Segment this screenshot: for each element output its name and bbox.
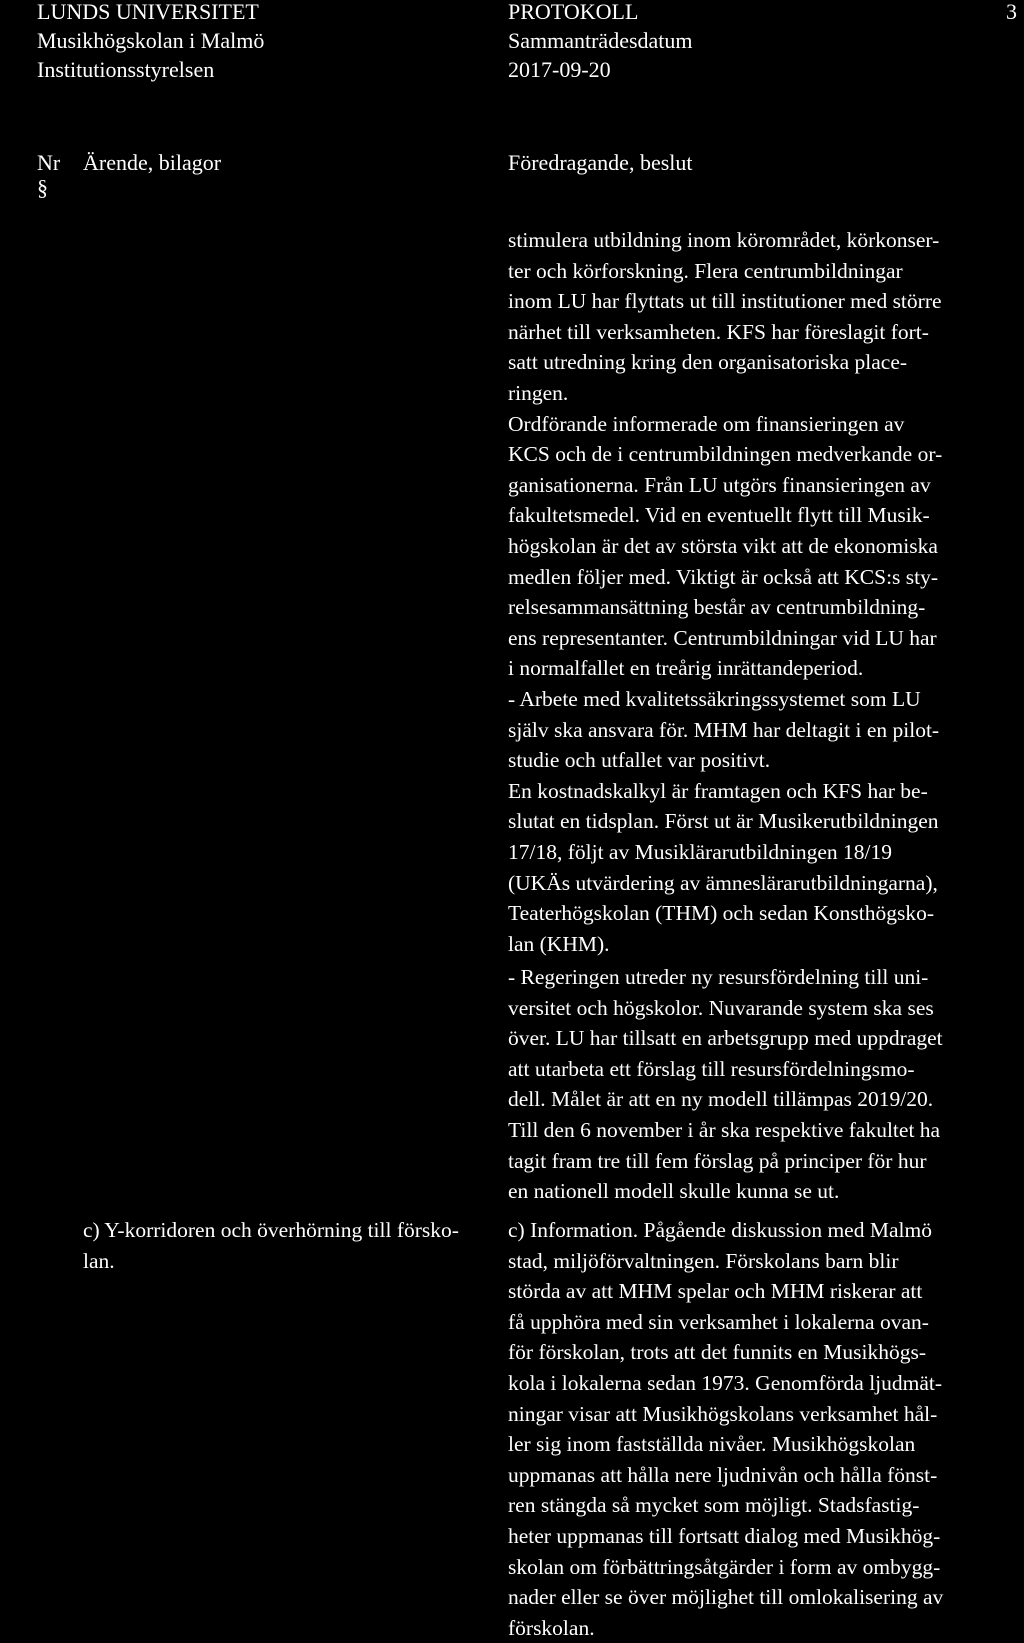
text-line: ren stängda så mycket som möjligt. Stadsfastig- <box>508 1493 920 1518</box>
text-line: medlen följer med. Viktigt är också att KCS:s sty- <box>508 564 939 589</box>
text-line: ler sig inom fastställda nivåer. Musikhögskolan <box>508 1432 916 1457</box>
column-nr-heading: Nr <box>37 150 61 175</box>
text-line: få upphöra med sin verksamhet i lokalerna ovan- <box>508 1309 929 1334</box>
text-line: ter och körforskning. Flera centrumbildningar <box>508 258 903 283</box>
text-line: ringen. <box>508 380 569 405</box>
text-line: tagit fram tre till fem förslag på principer för hur <box>508 1148 927 1173</box>
text-line: en nationell modell skulle kunna se ut. <box>508 1179 840 1204</box>
decision-paragraph <box>508 684 939 959</box>
text-line: för förskolan, trots att det funnits en Musikhögs- <box>508 1340 927 1365</box>
meeting-date-label: Sammanträdesdatum <box>508 28 693 53</box>
text-line: stimulera utbildning inom körområdet, körkonser- <box>508 228 940 252</box>
text-line: inom LU har flyttats ut till institutioner med större <box>508 289 942 314</box>
text-line: lan (KHM). <box>508 931 610 956</box>
text-line: relsesammansättning består av centrumbildning- <box>508 595 926 620</box>
text-line: lan. <box>83 1248 115 1273</box>
text-line: dell. Målet är att en ny modell tillämpas 2019/20. <box>508 1087 934 1112</box>
text-line: slutat en tidsplan. Först ut är Musikerutbildningen <box>508 809 939 834</box>
matter-item-c <box>83 1215 459 1276</box>
text-line: uppmanas att hålla nere ljudnivån och hålla fönst- <box>508 1462 938 1487</box>
document-header <box>508 0 693 84</box>
document-type: PROTOKOLL <box>508 0 639 24</box>
text-line: versitet och högskolor. Nuvarande system ska ses <box>508 995 934 1020</box>
text-line: själv ska ansvara för. MHM har deltagit i en pilot- <box>508 717 940 742</box>
text-line: - Regeringen utreder ny resursfördelning till uni- <box>508 965 929 989</box>
text-line: störda av att MHM spelar och MHM riskerar att <box>508 1279 923 1304</box>
text-line: ganisationerna. Från LU utgörs finansieringen av <box>508 472 931 497</box>
text-line: Till den 6 november i år ska respektive fakultet ha <box>508 1117 941 1142</box>
text-line: En kostnadskalkyl är framtagen och KFS har be- <box>508 778 928 803</box>
text-line: att utarbeta ett förslag till resursfördelningsmo- <box>508 1056 915 1081</box>
text-line: nader eller se över möjlighet till omlokalisering av <box>508 1585 944 1610</box>
text-line: fakultetsmedel. Vid en eventuellt flytt till Musik- <box>508 503 930 528</box>
school-name: Musikhögskolan i Malmö <box>37 28 265 53</box>
page-number: 3 <box>1006 0 1017 24</box>
board-name: Institutionsstyrelsen <box>37 57 215 82</box>
text-line: förskolan. <box>508 1615 595 1640</box>
text-line: över. LU har tillsatt en arbetsgrupp med uppdraget <box>508 1026 943 1051</box>
decision-paragraph <box>508 225 942 684</box>
text-line: satt utredning kring den organisatoriska place- <box>508 350 908 375</box>
decision-paragraph <box>508 962 943 1207</box>
text-line: i normalfallet en treårig inrättandeperiod. <box>508 656 864 681</box>
text-line: heter uppmanas till fortsatt dialog med Musikhög- <box>508 1523 941 1548</box>
text-line: Ordförande informerade om finansieringen av <box>508 411 905 436</box>
section-sign: § <box>37 175 48 200</box>
text-line: skolan om förbättringsåtgärder i form av ombygg- <box>508 1554 941 1579</box>
text-line: 17/18, följt av Musiklärarutbildningen 18/19 <box>508 839 892 864</box>
text-line: c) Y-korridoren och överhörning till försko- <box>83 1218 459 1242</box>
institution-header <box>37 0 264 84</box>
text-line: ens representanter. Centrumbildningar vid LU har <box>508 625 937 650</box>
meeting-date: 2017-09-20 <box>508 57 611 82</box>
text-line: c) Information. Pågående diskussion med Malmö <box>508 1218 932 1242</box>
text-line: studie och utfallet var positivt. <box>508 748 771 773</box>
column-matter-heading: Ärende, bilagor <box>83 150 222 175</box>
text-line: stad, miljöförvaltningen. Förskolans barn blir <box>508 1248 899 1273</box>
text-line: kola i lokalerna sedan 1973. Genomförda ljudmät- <box>508 1370 943 1395</box>
decision-paragraph <box>508 1215 943 1643</box>
text-line: högskolan är det av största vikt att de ekonomiska <box>508 533 938 558</box>
column-decision-heading: Föredragande, beslut <box>508 150 693 175</box>
text-line: ningar visar att Musikhögskolans verksamhet hål- <box>508 1401 938 1426</box>
text-line: närhet till verksamheten. KFS har föreslagit fort- <box>508 319 929 344</box>
text-line: (UKÄs utvärdering av ämneslärarutbildningarna), <box>508 870 938 895</box>
text-line: - Arbete med kvalitetssäkringssystemet som LU <box>508 687 921 711</box>
text-line: Teaterhögskolan (THM) och sedan Konsthögsko- <box>508 901 935 926</box>
university-name: LUNDS UNIVERSITET <box>37 0 259 24</box>
text-line: KCS och de i centrumbildningen medverkande or- <box>508 442 943 467</box>
